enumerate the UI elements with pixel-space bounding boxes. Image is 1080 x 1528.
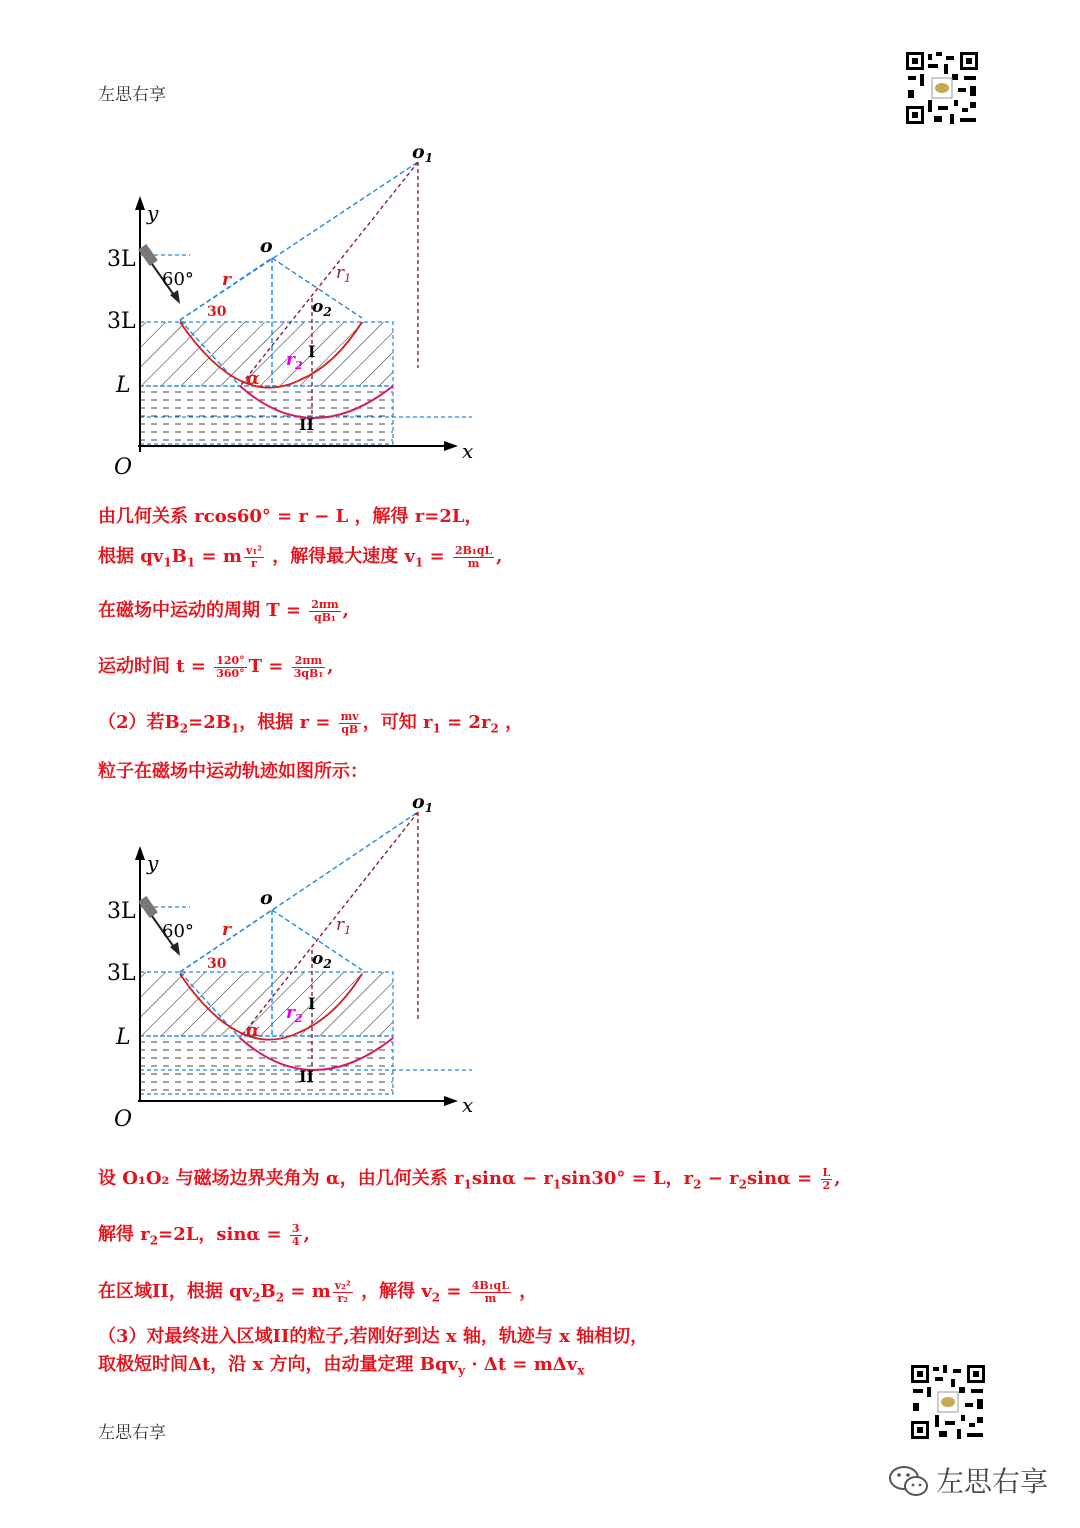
svg-text:3L: 3L bbox=[107, 247, 136, 272]
fraction: $\frac{2\pi m}{\text{qB₁}}$ bbox=[311, 597, 339, 624]
svg-text:r1: $r_1$ bbox=[336, 263, 352, 285]
svg-text:o2: $o_2$ bbox=[312, 949, 332, 971]
svg-text:I: I bbox=[308, 994, 316, 1013]
header-brand: 左思右享 bbox=[98, 85, 166, 105]
svg-text:II: II bbox=[299, 415, 314, 434]
x-axis-arrow-icon bbox=[444, 441, 458, 451]
svg-text:II: II bbox=[299, 1067, 314, 1086]
solution-line-10: （3）对最终进入区域II的粒子,若刚好到达 x 轴，轨迹与 x 轴相切， bbox=[98, 1326, 649, 1347]
svg-text:L: L bbox=[116, 1025, 131, 1050]
svg-text:r2: $r_2$ bbox=[286, 1003, 303, 1025]
fraction: $\frac{\text{v₂²}}{\text{r₂}}$ bbox=[334, 1278, 351, 1305]
fraction: $\frac{3}{4}$ bbox=[291, 1221, 300, 1248]
svg-text:o1: $o_1$ bbox=[412, 141, 434, 165]
footer-brand: 左思右享 bbox=[98, 1423, 166, 1443]
svg-text:r: r bbox=[222, 920, 231, 940]
magnetic-field-diagram-1 bbox=[90, 140, 490, 485]
magnetic-field-diagram-2 bbox=[90, 790, 490, 1135]
fraction: $\frac{120^\circ}{360^\circ}$ bbox=[216, 653, 245, 680]
region-two bbox=[140, 386, 393, 444]
svg-text:α: α bbox=[246, 368, 260, 389]
solution-line-4: 运动时间 t = $\frac{120^\circ}{360^\circ}$ T = $\frac{2\pi m}{\text{3qB₁}}$ , bbox=[98, 653, 334, 680]
svg-text:o: o bbox=[260, 235, 273, 257]
solution-line-2: 根据 $qv_1B_1 = m$ $\frac{\text{v₁²}}{r}$ ，解得最大速度 $v_1$ = $\frac{\text{2B₁qL}}{m}$ , bbox=[98, 543, 503, 570]
solution-line-8: 解得 $r_2=2L$，sinα = $\frac{3}{4}$ , bbox=[98, 1221, 310, 1248]
solution-line-5: （2）若$B_2=2B_1$，根据 r = $\frac{mv}{qB}$ ，可知 $r_1 = 2r_2$ ， bbox=[98, 709, 524, 736]
svg-text:x: x bbox=[462, 439, 474, 463]
solution-line-1: 由几何关系 rcos60° = r − L ，解得 r=2L， bbox=[98, 506, 483, 527]
solution-line-9: 在区域II，根据 $qv_2B_2 = m$ $\frac{\text{v₂²}}{\text{r₂}}$ ，解得 $v_2$ = $\frac{\text{4B₁qL}}{m}$ ， bbox=[98, 1278, 538, 1305]
svg-text:r2: $r_2$ bbox=[286, 350, 303, 372]
solution-line-7: 设 O₁O₂ 与磁场边界夹角为 α，由几何关系 $r_1\sin\alpha - r_1\sin 30^\circ = L$，$r_2 - r_2\sin\alpha$ = $\frac{L}{2}$ , bbox=[98, 1165, 841, 1192]
svg-text:r: r bbox=[222, 270, 231, 290]
fraction: $\frac{\text{2B₁qL}}{m}$ bbox=[454, 543, 493, 570]
y-axis-arrow-icon bbox=[135, 196, 145, 210]
svg-text:o2: $o_2$ bbox=[312, 297, 332, 319]
wechat-icon bbox=[888, 1464, 930, 1498]
region-two bbox=[140, 1036, 393, 1094]
svg-text:O: O bbox=[114, 1107, 133, 1132]
svg-text:y: y bbox=[147, 851, 159, 875]
solution-line-11: 取极短时间Δt，沿 x 方向，由动量定理 Bqv$_y$ · Δt = mΔv$_x$ bbox=[98, 1354, 585, 1378]
fraction: $\frac{2\pi m}{\text{3qB₁}}$ bbox=[293, 653, 324, 680]
solution-line-3: 在磁场中运动的周期 T = $\frac{2\pi m}{\text{qB₁}}$ , bbox=[98, 597, 349, 624]
svg-text:I: I bbox=[308, 342, 316, 361]
svg-text:3L: 3L bbox=[107, 899, 136, 924]
svg-text:L: L bbox=[116, 373, 131, 398]
svg-text:x: x bbox=[462, 1093, 474, 1117]
svg-text:30: 30 bbox=[207, 304, 227, 320]
region-one bbox=[140, 972, 393, 1036]
qr-code-icon bbox=[909, 1363, 987, 1441]
svg-text:O: O bbox=[114, 455, 133, 480]
fraction: $\frac{\text{4B₁qL}}{m}$ bbox=[471, 1278, 509, 1305]
svg-text:α: α bbox=[246, 1020, 260, 1041]
svg-text:60°: 60° bbox=[162, 921, 194, 942]
wechat-brand: 左思右享 bbox=[936, 1465, 1049, 1498]
qr-code-icon bbox=[904, 50, 980, 126]
svg-text:3L: 3L bbox=[107, 961, 136, 986]
svg-text:y: y bbox=[147, 201, 159, 225]
x-axis-arrow-icon bbox=[444, 1096, 458, 1106]
svg-text:3L: 3L bbox=[107, 309, 136, 334]
svg-text:o1: $o_1$ bbox=[412, 791, 434, 815]
fraction: $\frac{L}{2}$ bbox=[822, 1165, 831, 1192]
fraction: $\frac{\text{v₁²}}{r}$ bbox=[245, 543, 262, 570]
svg-text:30: 30 bbox=[207, 956, 227, 972]
svg-text:60°: 60° bbox=[162, 269, 194, 290]
solution-line-6: 粒子在磁场中运动轨迹如图所示： bbox=[98, 761, 368, 782]
svg-text:o: o bbox=[260, 887, 273, 909]
fraction: $\frac{mv}{qB}$ bbox=[340, 709, 359, 736]
svg-text:r1: $r_1$ bbox=[336, 915, 352, 937]
y-axis-arrow-icon bbox=[135, 846, 145, 860]
